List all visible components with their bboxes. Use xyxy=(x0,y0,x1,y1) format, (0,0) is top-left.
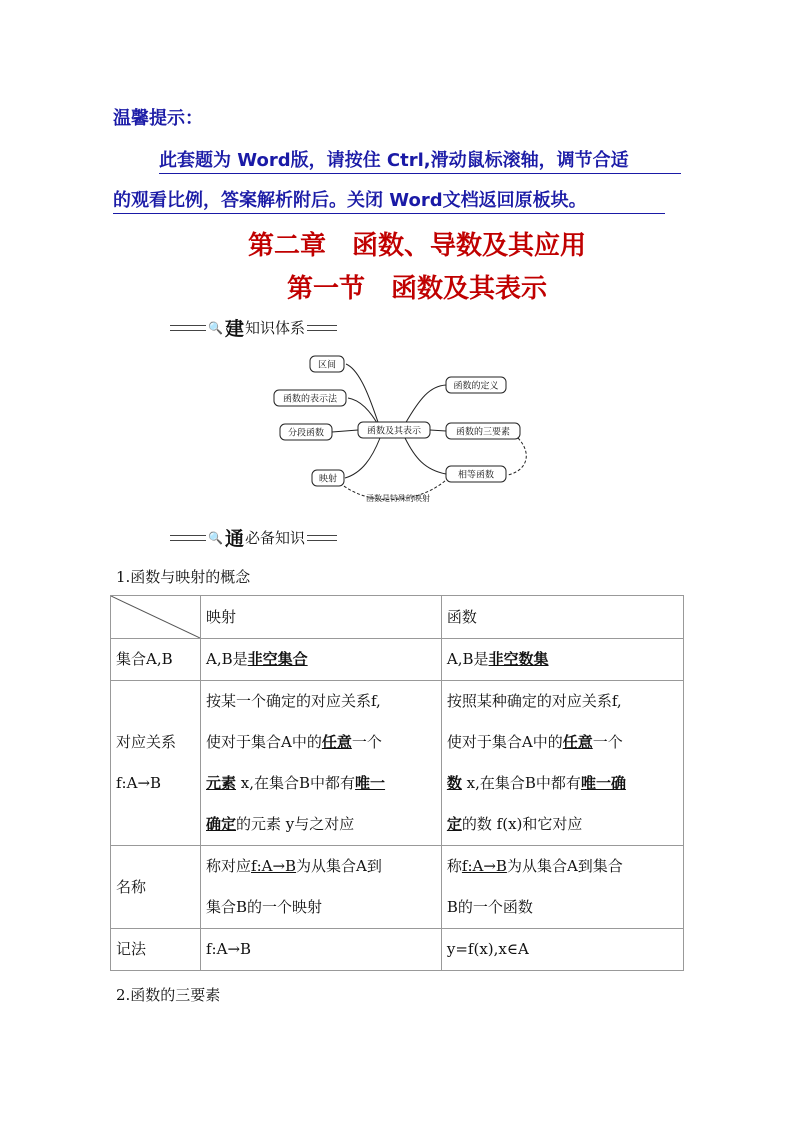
key-term: 唯一确 xyxy=(580,774,626,792)
cell-notation-mapping: f:A→B xyxy=(201,929,442,971)
key-term: 定 xyxy=(446,815,462,833)
node-interval-label: 区间 xyxy=(317,360,337,371)
tip-line-2: 的观看比例，答案解析附后。关闭 Word文档返回原板块。 xyxy=(113,186,665,214)
link-mapping xyxy=(345,438,380,478)
text: 按某一个确定的对应关系f, xyxy=(206,692,381,710)
heading-seal: 通 xyxy=(224,528,244,550)
text: 称 xyxy=(446,857,462,875)
point-1: 1.函数与映射的概念 xyxy=(116,568,251,586)
cell-sets-mapping xyxy=(201,639,442,681)
tip-title: 温馨提示： xyxy=(113,108,203,129)
table-row xyxy=(111,639,684,681)
text: 使对于集合A中的 xyxy=(446,733,563,751)
text: f:A→B xyxy=(116,774,162,792)
text: A,B是 xyxy=(206,650,248,668)
mind-map xyxy=(270,348,540,508)
key-term: 非空数集 xyxy=(488,650,549,668)
text: 的元素 y与之对应 xyxy=(236,815,355,833)
link-interval xyxy=(346,364,380,428)
double-rule-right xyxy=(307,325,337,331)
text: 使对于集合A中的 xyxy=(206,733,322,751)
text: 的数 f(x)和它对应 xyxy=(461,815,583,833)
cell-name-function xyxy=(441,846,683,929)
cell-name-mapping xyxy=(201,846,442,929)
text-line xyxy=(206,722,436,763)
chapter-title: 第二章 函数、导数及其应用 xyxy=(247,231,586,261)
magnifier-icon: 🔍 xyxy=(208,320,223,335)
row-label-sets: 集合A,B xyxy=(111,639,201,681)
node-representation-label: 函数的表示法 xyxy=(282,394,338,405)
heading-label: 知识体系 xyxy=(244,319,305,337)
knowledge-system-heading xyxy=(170,314,337,341)
text: B的一个函数 xyxy=(446,898,533,916)
text-line xyxy=(206,763,436,804)
text-line xyxy=(206,804,436,845)
table-row xyxy=(111,929,684,971)
text-line xyxy=(447,763,678,804)
text-line xyxy=(206,846,436,887)
link-equal xyxy=(405,438,446,474)
text: 称对应 xyxy=(206,857,252,875)
concept-table xyxy=(110,595,684,971)
text: 按照某种确定的对应关系f, xyxy=(446,692,622,710)
text: x,在集合B中都有 xyxy=(461,774,581,792)
link-definition xyxy=(405,385,446,424)
table-header-row xyxy=(111,596,684,639)
diagonal-corner-cell xyxy=(111,596,201,639)
text: 集合B的一个映射 xyxy=(206,898,323,916)
node-center-label: 函数及其表示 xyxy=(366,426,422,437)
heading-seal: 建 xyxy=(224,318,244,340)
key-term: 非空集合 xyxy=(247,650,308,668)
link-piecewise xyxy=(332,430,358,432)
key-term: 任意 xyxy=(562,733,593,751)
key-term: 任意 xyxy=(321,733,352,751)
text-line xyxy=(447,804,678,845)
cell-notation-function: y=f(x),x∈A xyxy=(441,929,683,971)
key-term: 唯一 xyxy=(355,774,386,792)
node-mapping-label: 映射 xyxy=(318,474,338,485)
text: x,在集合B中都有 xyxy=(236,774,356,792)
node-three-elements-label: 函数的三要素 xyxy=(455,427,511,438)
dashed-arc-right xyxy=(508,438,526,475)
node-equal-label: 相等函数 xyxy=(457,470,495,481)
header-mapping: 映射 xyxy=(201,596,442,639)
heading-label: 必备知识 xyxy=(244,529,305,547)
text: 一个 xyxy=(351,733,382,751)
text-line xyxy=(447,722,678,763)
section-title: 第一节 函数及其表示 xyxy=(286,274,547,304)
table-row xyxy=(111,846,684,929)
double-rule-left xyxy=(170,535,206,541)
cell-relation-function xyxy=(441,681,683,846)
row-label-notation: 记法 xyxy=(111,929,201,971)
key-term: 元素 xyxy=(206,774,237,792)
cell-relation-mapping xyxy=(201,681,442,846)
node-definition-label: 函数的定义 xyxy=(453,381,499,392)
row-label-relation xyxy=(111,681,201,846)
header-function: 函数 xyxy=(441,596,683,639)
link-three-elements xyxy=(430,430,446,431)
double-rule-left xyxy=(170,325,206,331)
mindmap-note: 函数是特殊的映射 xyxy=(366,494,430,503)
node-piecewise-label: 分段函数 xyxy=(287,428,325,439)
tip-line-1: 此套题为 Word版，请按住 Ctrl,滑动鼠标滚轴，调节合适 xyxy=(159,146,681,174)
text: 对应关系 xyxy=(116,733,177,751)
table-row xyxy=(111,681,684,846)
key-term: 确定 xyxy=(206,815,237,833)
underlined-term: f:A→B xyxy=(251,857,297,875)
double-rule-right xyxy=(307,535,337,541)
point-2: 2.函数的三要素 xyxy=(116,986,221,1004)
text: 为从集合A到 xyxy=(296,857,382,875)
text: A,B是 xyxy=(446,650,489,668)
underlined-term: f:A→B xyxy=(461,857,507,875)
cell-sets-function xyxy=(441,639,683,681)
magnifier-icon: 🔍 xyxy=(208,530,223,545)
diagonal-line xyxy=(111,596,200,638)
text-line xyxy=(447,846,678,887)
row-label-name: 名称 xyxy=(111,846,201,929)
key-term: 数 xyxy=(446,774,462,792)
essential-knowledge-heading xyxy=(170,524,337,551)
text: 一个 xyxy=(592,733,623,751)
text: 为从集合A到集合 xyxy=(506,857,623,875)
